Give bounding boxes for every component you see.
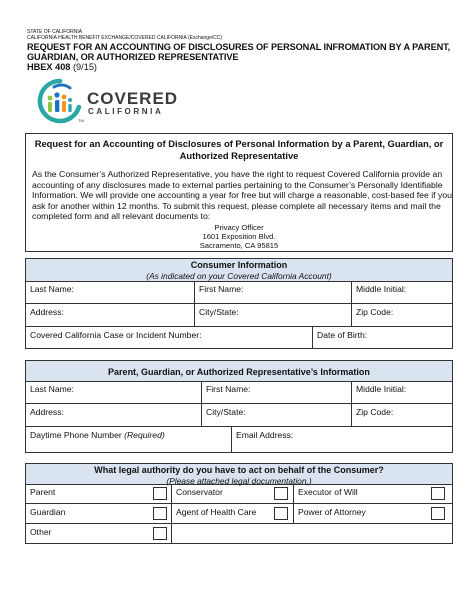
authority-section-subtitle: (Please attached legal documentation.) — [166, 475, 312, 486]
rep-phone-field[interactable] — [25, 427, 231, 453]
intro-body-line: completed form and all relevant documents to: — [32, 211, 211, 222]
option-guardian-label: Guardian — [30, 507, 66, 517]
intro-body — [32, 169, 452, 222]
option-conservator[interactable] — [171, 484, 293, 504]
consumer-section-title: Consumer Information — [190, 260, 288, 270]
consumer-dob-field[interactable] — [312, 327, 452, 349]
intro-section — [25, 133, 453, 252]
form-number-date: (9/15) — [72, 62, 97, 72]
rep-zip-field[interactable] — [351, 404, 452, 427]
consumer-first-name-field[interactable] — [194, 281, 351, 304]
intro-body-line: Information. We will provide one accounting a year for free but will charge a reasonable, cost-based fee if you — [32, 190, 452, 201]
consumer-zip-field[interactable] — [351, 304, 452, 327]
option-parent[interactable] — [25, 484, 171, 504]
department-name: CALIFORNIA HEALTH BENEFIT EXCHANGE/COVERED CALIFORNIA (Exchange/CC) — [27, 35, 223, 41]
trademark: TM — [78, 118, 84, 123]
consumer-first-name-label: First Name: — [199, 284, 244, 294]
rep-phone-required-note: (Required) — [124, 430, 165, 440]
intro-body-line: accounting of any disclosures made to external parties pertaining to the Consumer’s Personally Identifiable — [32, 179, 443, 190]
parent-checkbox[interactable] — [153, 487, 167, 500]
option-executor-of-will[interactable] — [293, 484, 452, 504]
form-title-line2: GUARDIAN, OR AUTHORIZED REPRESENTATIVE — [27, 52, 239, 62]
option-executor-label: Executor of Will — [298, 487, 358, 497]
option-other-blank — [171, 524, 452, 544]
intro-body-line: As the Consumer’s Authorized Representative, you have the right to request Covered California provide an — [32, 169, 443, 179]
form-number-code: HBEX 408 — [27, 62, 71, 72]
representative-fields — [25, 381, 453, 453]
rep-middle-initial-label: Middle Initial: — [356, 384, 407, 394]
logo-wordmark: COVERED — [87, 89, 179, 108]
rep-address-field[interactable] — [25, 404, 201, 427]
rep-phone-label: Daytime Phone Number — [30, 430, 122, 440]
rep-city-state-label: City/State: — [206, 407, 246, 417]
rep-city-state-field[interactable] — [201, 404, 351, 427]
rep-email-field[interactable] — [231, 427, 452, 453]
authority-section-header — [25, 463, 453, 485]
consumer-last-name-field[interactable] — [25, 281, 194, 304]
option-other[interactable] — [25, 524, 171, 544]
form-number — [27, 62, 97, 72]
authority-options — [25, 484, 453, 544]
rep-address-label: Address: — [30, 407, 64, 417]
rep-last-name-label: Last Name: — [30, 384, 74, 394]
consumer-city-state-field[interactable] — [194, 304, 351, 327]
rep-middle-initial-field[interactable] — [351, 381, 452, 404]
consumer-section-header — [25, 258, 453, 282]
guardian-checkbox[interactable] — [153, 507, 167, 520]
agency-name: STATE OF CALIFORNIA — [27, 29, 83, 35]
rep-email-label: Email Address: — [236, 430, 294, 440]
address-line: Sacramento, CA 95815 — [199, 241, 279, 250]
representative-section-header — [25, 360, 453, 382]
rep-zip-label: Zip Code: — [356, 407, 394, 417]
consumer-address-label: Address: — [30, 307, 64, 317]
rep-first-name-field[interactable] — [201, 381, 351, 404]
authority-section-title: What legal authority do you have to act on behalf of the Consumer? — [94, 465, 384, 475]
poa-checkbox[interactable] — [431, 507, 445, 520]
consumer-section-subtitle: (As indicated on your Covered California Account) — [146, 270, 332, 281]
intro-title-line2: Authorized Representative — [179, 150, 299, 161]
conservator-checkbox[interactable] — [274, 487, 288, 500]
consumer-address-field[interactable] — [25, 304, 194, 327]
representative-section-title: Parent, Guardian, or Authorized Representative’s Information — [108, 367, 370, 377]
option-guardian[interactable] — [25, 504, 171, 524]
rep-last-name-field[interactable] — [25, 381, 201, 404]
consumer-middle-initial-field[interactable] — [351, 281, 452, 304]
other-checkbox[interactable] — [153, 527, 167, 540]
option-parent-label: Parent — [30, 487, 56, 497]
address-line: Privacy Officer — [214, 223, 264, 232]
form-title-line1: REQUEST FOR AN ACCOUNTING OF DISCLOSURES OF PERSONAL INFROMATION BY A PARENT, — [27, 42, 451, 52]
consumer-case-number-field[interactable] — [25, 327, 312, 349]
option-agent-label: Agent of Health Care — [176, 507, 257, 517]
intro-body-line: ask for another within 12 months. To submit this request, please complete all necessary items and mail the — [32, 200, 441, 211]
consumer-case-number-label: Covered California Case or Incident Number: — [30, 330, 202, 340]
agent-checkbox[interactable] — [274, 507, 288, 520]
option-poa-label: Power of Attorney — [298, 507, 366, 517]
logo-subtitle: CALIFORNIA — [88, 107, 164, 116]
consumer-city-state-label: City/State: — [199, 307, 239, 317]
consumer-middle-initial-label: Middle Initial: — [356, 284, 407, 294]
option-conservator-label: Conservator — [176, 487, 223, 497]
option-agent-of-health-care[interactable] — [171, 504, 293, 524]
logo-mark-icon — [33, 76, 87, 124]
rep-first-name-label: First Name: — [206, 384, 251, 394]
consumer-fields — [25, 281, 453, 349]
option-other-label: Other — [30, 527, 52, 537]
consumer-last-name-label: Last Name: — [30, 284, 74, 294]
mailing-address — [26, 223, 452, 250]
option-power-of-attorney[interactable] — [293, 504, 452, 524]
intro-title-line1: Request for an Accounting of Disclosures of Personal Information by a Parent, Guardian, or — [34, 138, 444, 149]
consumer-zip-label: Zip Code: — [356, 307, 394, 317]
executor-checkbox[interactable] — [431, 487, 445, 500]
covered-california-logo — [33, 76, 179, 124]
consumer-dob-label: Date of Birth: — [317, 330, 368, 340]
address-line: 1601 Exposition Blvd. — [202, 232, 276, 241]
